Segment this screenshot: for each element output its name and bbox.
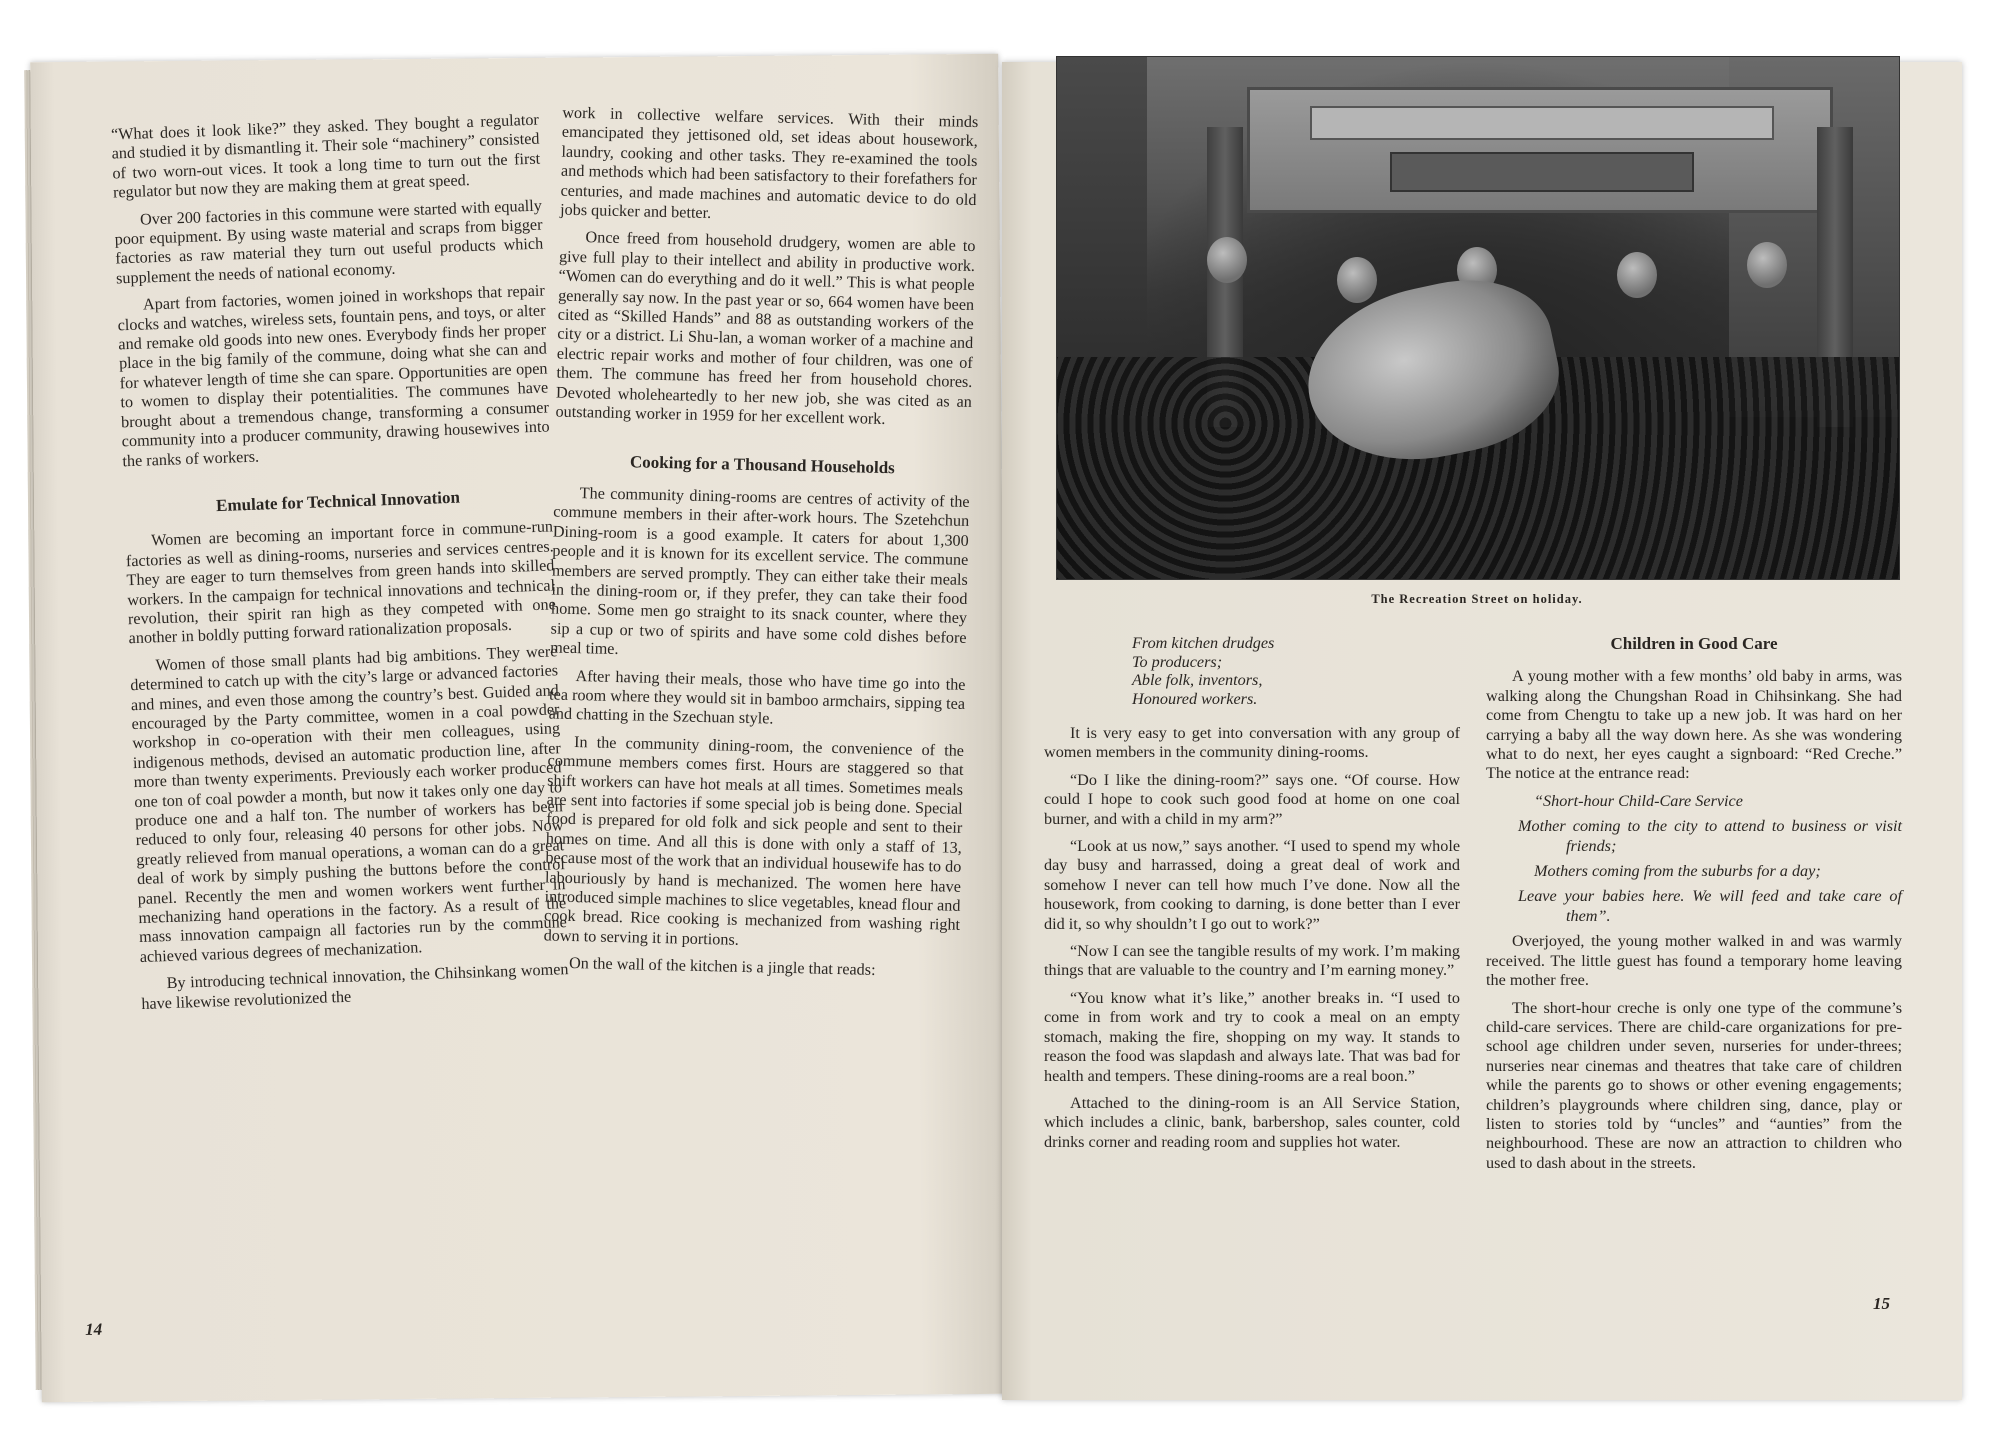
notice-title: “Short-hour Child-Care Service — [1534, 791, 1743, 810]
photo-sign — [1310, 106, 1774, 140]
photo-lantern — [1207, 237, 1247, 283]
paragraph: “Now I can see the tangible results of my work. I’m making things that are valuable to the country and I’m earning money.” — [1044, 942, 1460, 980]
left-column-1 — [111, 111, 570, 1022]
paragraph: The short-hour creche is only one type of the commune’s child-care services. There are child-care organizations for pre-school age children under seven, nurseries for under-threes; nurseries near cinemas and theatres that take care of children while the parents go to shows or other evening engagements; children’s playgrounds where children sing, dance, play or listen to stories told by “uncles” and “aunties” from the neighbourhood. These are now an attraction to children who used to dash about in the streets. — [1486, 998, 1902, 1172]
paragraph: “Look at us now,” says another. “I used to spend my whole day busy and harrassed, doing a great deal of work and somehow I never can tell how much I’ve done. Now all the housework, from cooking to darning, is done better than I ever did it, so why shouldn’t I go out to work?” — [1044, 837, 1460, 933]
page-number: 15 — [1873, 1294, 1890, 1313]
paragraph: Apart from factories, women joined in workshops that repair clocks and watches, wireless sets, fountain pens, and toys, or alter and remake old goods into new ones. Everybody finds her proper place in the big family of the commune, doing what she can and for whatever length of time she can spare. Opportunities are open to women to display their potentialities. The communes have brought about a tremendous change, transforming a consumer community into a producer community, drawing housewives into the ranks of workers. — [117, 281, 550, 470]
notice-line: Mother coming to the city to attend to business or visit friends; — [1518, 817, 1902, 855]
right-page — [1002, 62, 1962, 1400]
notice-line: Leave your babies here. We will feed and take care of them”. — [1518, 887, 1902, 925]
paragraph: In the community dining-room, the convenience of the commune members comes first. Hours are staggered so that shift workers can have hot meals at all times. Sometimes meals are sent into factories if some special job is being done. Special food is prepared for old folk and sick people and sent to their homes on time. And all this is done with only a staff of 13, because most of the work that an individual housewife has to do labouriously by hand is mechanized. The women here have introduced simple machines to slice vegetables, knead flour and cook bread. Rice cooking is mechanized from washing right down to serving it in portions. — [543, 732, 965, 949]
paragraph: “Do I like the dining-room?” says one. “Of course. How could I hope to cook such good food at home on one coal burner, and with a child in my arm?” — [1044, 770, 1460, 828]
right-column-1 — [1044, 634, 1460, 1160]
jingle-line: Honoured workers. — [1132, 689, 1258, 708]
jingle-line: Able folk, inventors, — [1132, 671, 1263, 689]
photo-archway — [1247, 87, 1833, 213]
paragraph: By introducing technical innovation, the Chihsinkang women have likewise revolutionized the — [141, 960, 569, 1013]
paragraph: work in collective welfare services. With their minds emancipated they jettisoned old, set ideas about housework, laundry, cooking and other tasks. They re-examined the tools and methods which had been satisfactory to their forefathers for centuries, and made machines and automatic device to do old jobs quicker and better. — [559, 103, 979, 223]
section-heading: Cooking for a Thousand Households — [629, 451, 896, 477]
jingle — [1132, 634, 1460, 708]
paragraph: “You know what it’s like,” another breaks in. “I used to come in from work and try to cook a meal on an empty stomach, making the fire, shopping on my way. It stands to reason the food was slapdash and always late. That was bad for health and tempers. These dining-rooms are a real boon.” — [1044, 988, 1460, 1085]
section-heading: Emulate for Technical Innovation — [215, 487, 461, 516]
street-photo — [1056, 56, 1900, 580]
photo-sign — [1390, 152, 1694, 192]
section-heading: Children in Good Care — [1610, 634, 1778, 653]
jingle-line: From kitchen drudges — [1132, 634, 1275, 652]
paragraph: On the wall of the kitchen is a jingle that reads: — [568, 954, 876, 980]
paragraph: Over 200 factories in this commune were started with equally poor equipment. By using waste material and scraps from bigger factories as raw material they turn out useful products which supplement the needs of national economy. — [114, 196, 544, 288]
paragraph: A young mother with a few months’ old baby in arms, was walking along the Chungshan Road in Chihsinkang. She had come from Chengtu to take up a new job. It was hard on her carrying a baby all the way down here. As she was wondering what to do next, her eyes caught a signboard: “Red Creche.” The notice at the entrance read: — [1486, 667, 1902, 783]
paragraph: Overjoyed, the young mother walked in and was warmly received. The little guest has found a temporary home leaving the mother free. — [1486, 932, 1902, 990]
paragraph: The community dining-rooms are centres of activity of the commune members in their after-work hours. The Szetehchun Dining-room is a good example. It caters for about 1,300 people and it is known for its excellent service. The commune members are served promptly. They can either take their meals in the dining-room or, if they prefer, they can take their food home. Some men go straight to its snack counter, where they sip a cup or two of spirits and have some cold dishes before meal time. — [550, 484, 970, 659]
right-column-2 — [1486, 634, 1902, 1181]
paragraph: After having their meals, those who have time go into the tea room where they would sit in bamboo armchairs, sipping tea and chatting in the Szechuan style. — [548, 666, 966, 728]
paragraph: It is very easy to get into conversation with any group of women members in the community dining-rooms. — [1044, 724, 1460, 762]
paragraph: Attached to the dining-room is an All Service Station, which includes a clinic, bank, barbershop, sales counter, cold drinks corner and reading room and supplies hot water. — [1044, 1093, 1460, 1151]
notice-line: Mothers coming from the suburbs for a day; — [1534, 862, 1821, 881]
paragraph: Once freed from household drudgery, women are able to give full play to their intellect and ability in productive work. “Women can do everything and do it well.” This is what people generally say now. In the past year or so, 664 women have been cited as “Skilled Hands” and 88 as outstanding workers of the city or a district. Li Shu-lan, a woman worker of a machine and electric repair works and mother of four children, was one of them. The commune has freed her from household chores. Devoted wholeheartedly to her new job, she was cited as an outstanding worker in 1959 for her excellent work. — [555, 228, 976, 429]
left-column-2 — [543, 104, 979, 991]
paragraph: Women of those small plants had big ambitions. They were determined to catch up with the city’s large or advanced factories and mines, and even those among the country’s best. Guided and encouraged by the Party committee, women in a coal powder workshop in co-operation with their men colleagues, using indigenous methods, devised an automatic production line, after more than twenty experiments. Previously each worker produced one ton of coal powder a month, but now it takes only one day to produce one and a half ton. The number of workers has been reduced to only four, releasing 40 persons for other jobs. Now greatly relieved from manual operations, a woman can do a great deal of work by simply pushing the buttons before the control panel. Recently the men and women workers went further in mechanizing hand operations in the factory. As a result of the mass innovation campaign all factories run by the commune achieved various degrees of mechanization. — [129, 642, 568, 966]
photo-lantern — [1337, 257, 1377, 303]
page-number: 14 — [85, 1319, 103, 1339]
paragraph: Women are becoming an important force in commune-run factories as well as dining-rooms, nurseries and services centres. They are eager to turn themselves from green hands into skilled workers. In the campaign for technical innovations and technical revolution, their spirit ran high as they competed with one another in boldly putting forward rationalization proposals. — [125, 517, 557, 648]
paragraph: “What does it look like?” they asked. They bought a regulator and studied it by dismantling it. Their sole “machinery” consisted of two worn-out vices. It took a long time to turn out the first regulator but now they are making them at great speed. — [110, 110, 541, 202]
jingle-line: To producers; — [1132, 652, 1223, 671]
photo-caption: The Recreation Street on holiday. — [1371, 592, 1583, 606]
photo-lantern — [1747, 242, 1787, 288]
creche-notice — [1486, 792, 1902, 926]
left-page — [30, 54, 1010, 1402]
photo-lantern — [1617, 252, 1657, 298]
